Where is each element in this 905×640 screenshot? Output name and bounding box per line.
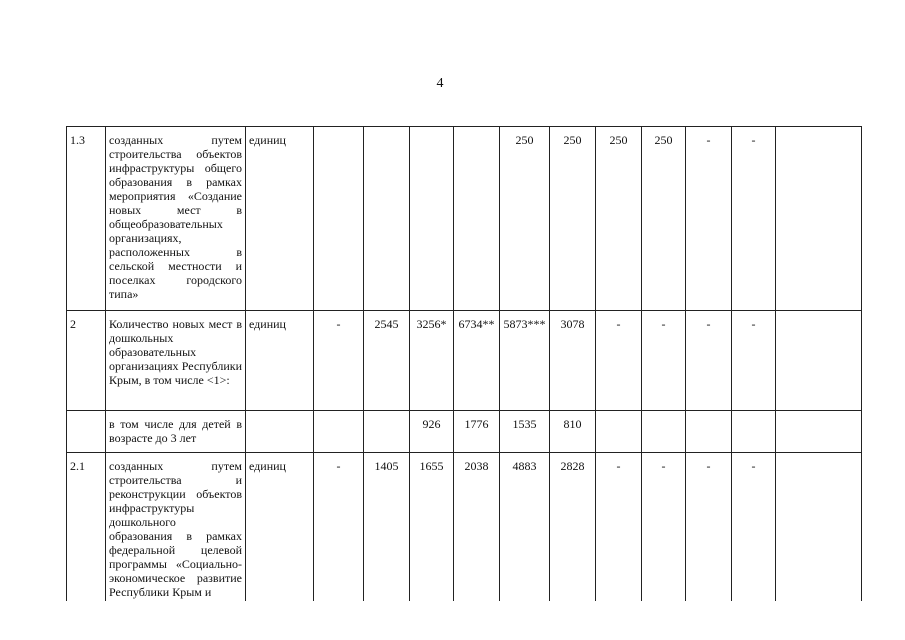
cell-v5: 5873*** xyxy=(500,311,550,411)
cell-v11 xyxy=(776,311,862,411)
row-unit: единиц xyxy=(246,311,314,411)
cell-v5: 1535 xyxy=(500,411,550,453)
cell-v9 xyxy=(686,411,732,453)
row-unit xyxy=(246,411,314,453)
cell-v3: 1655 xyxy=(410,453,454,602)
page-number: 4 xyxy=(436,76,444,91)
cell-v2: 1405 xyxy=(364,453,410,602)
cell-v9: - xyxy=(686,127,732,311)
cell-v11 xyxy=(776,127,862,311)
cell-v10: - xyxy=(732,127,776,311)
table-row xyxy=(67,453,862,602)
cell-v10: - xyxy=(732,453,776,602)
cell-v6: 810 xyxy=(550,411,596,453)
cell-v2 xyxy=(364,411,410,453)
table-row xyxy=(67,127,862,311)
cell-v10 xyxy=(732,411,776,453)
table-row xyxy=(67,311,862,411)
cell-v3: 3256* xyxy=(410,311,454,411)
cell-v2: 2545 xyxy=(364,311,410,411)
cell-v1: - xyxy=(314,311,364,411)
cell-v9: - xyxy=(686,453,732,602)
cell-v7: - xyxy=(596,453,642,602)
cell-v1 xyxy=(314,411,364,453)
row-index: 2 xyxy=(67,311,106,411)
cell-v10: - xyxy=(732,311,776,411)
row-index xyxy=(67,411,106,453)
row-description: созданных путем строительства объектов инфраструктуры общего образования в рамках мероприятия «Создание новых мест в общеобразовательных организациях, расположенных в сельской местности и поселках городского типа» xyxy=(106,127,246,311)
cell-v4: 6734** xyxy=(454,311,500,411)
cell-v4 xyxy=(454,127,500,311)
cell-v3: 926 xyxy=(410,411,454,453)
row-index: 1.3 xyxy=(67,127,106,311)
cell-v7: - xyxy=(596,311,642,411)
cell-v11 xyxy=(776,411,862,453)
table-row xyxy=(67,411,862,453)
cell-v5: 4883 xyxy=(500,453,550,602)
row-description: Количество новых мест в дошкольных образовательных организациях Республики Крым, в том числе <1>: xyxy=(106,311,246,411)
cell-v8 xyxy=(642,411,686,453)
cell-v8: - xyxy=(642,453,686,602)
cell-v7 xyxy=(596,411,642,453)
row-index: 2.1 xyxy=(67,453,106,602)
cell-v6: 3078 xyxy=(550,311,596,411)
cell-v8: 250 xyxy=(642,127,686,311)
cell-v1: - xyxy=(314,453,364,602)
cell-v9: - xyxy=(686,311,732,411)
cell-v11 xyxy=(776,453,862,602)
cell-v5: 250 xyxy=(500,127,550,311)
row-unit: единиц xyxy=(246,453,314,602)
indicators-table xyxy=(66,126,862,601)
cell-v2 xyxy=(364,127,410,311)
cell-v7: 250 xyxy=(596,127,642,311)
cell-v6: 250 xyxy=(550,127,596,311)
row-description: созданных путем строительства и реконструкции объектов инфраструктуры дошкольного образования в рамках федеральной целевой программы «Социально-экономическое развитие Республики Крым и xyxy=(106,453,246,602)
cell-v3 xyxy=(410,127,454,311)
cell-v4: 1776 xyxy=(454,411,500,453)
row-description: в том числе для детей в возрасте до 3 лет xyxy=(106,411,246,453)
cell-v4: 2038 xyxy=(454,453,500,602)
cell-v1 xyxy=(314,127,364,311)
row-unit: единиц xyxy=(246,127,314,311)
cell-v6: 2828 xyxy=(550,453,596,602)
cell-v8: - xyxy=(642,311,686,411)
